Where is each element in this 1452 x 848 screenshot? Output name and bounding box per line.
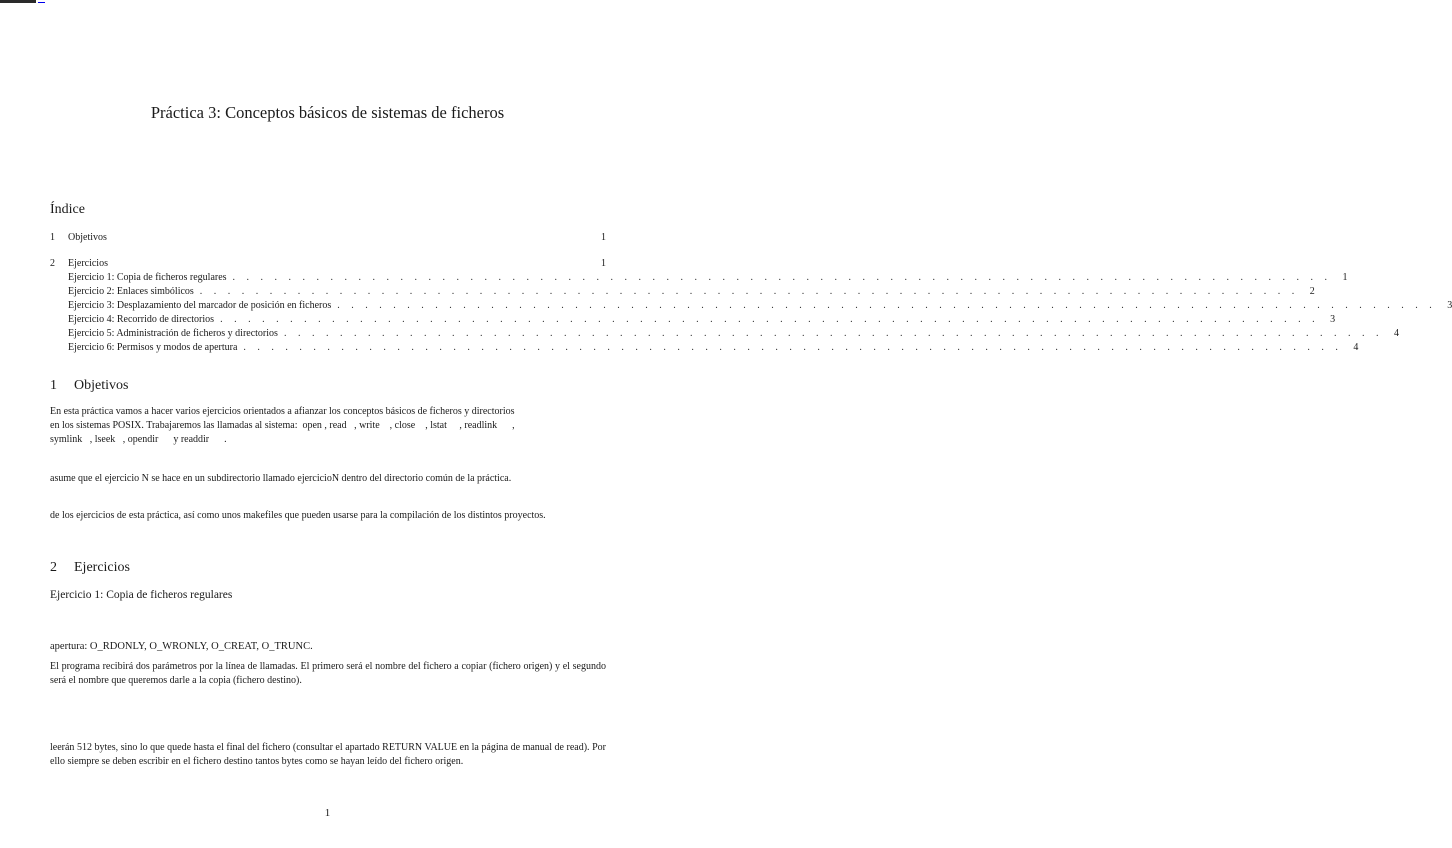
toc-subentry-ejercicio-1[interactable]: [50, 271, 1348, 285]
toc-subentry-page: 2: [1309, 286, 1315, 297]
section-heading-ejercicios: [50, 559, 130, 577]
toc-subentry-page: 4: [1393, 328, 1399, 339]
paragraph-line: symlink , lseek , opendir y readdir .: [50, 434, 227, 445]
toc-subentry-ejercicio-5[interactable]: [50, 327, 1399, 341]
toc-leader-dots: . . . . . . . . . . . . . . . . . . . . . . . . . . . . . . . . . . . . . . . . . . . . . . . . . . . . . . . . . . . . . . . . . . . . . . . . . . . . . . .: [232, 272, 1332, 283]
toc-entry-page: 1: [601, 258, 606, 269]
toc-leader-dots: . . . . . . . . . . . . . . . . . . . . . . . . . . . . . . . . . . . . . . . . . . . . . . . . . . . . . . . . . . . . . . . . . . . . . . . . . . . . . . .: [220, 314, 1320, 325]
paragraph-makefiles: de los ejercicios de esta práctica, así como unos makefiles que pueden usarse para la compilación de los distintos proyectos.: [50, 510, 546, 521]
toc-entry-ejercicios[interactable]: [50, 257, 606, 271]
toc-subentry-ejercicio-3[interactable]: [50, 299, 1452, 313]
toc-leader-dots: . . . . . . . . . . . . . . . . . . . . . . . . . . . . . . . . . . . . . . . . . . . . . . . . . . . . . . . . . . . . . . . . . . . . . . . . . . . . . . .: [199, 286, 1299, 297]
toc-block-2: [50, 257, 1452, 355]
corner-bar: [0, 0, 36, 3]
corner-link[interactable]: [38, 0, 45, 3]
toc-subentry-label: Ejercicio 4: Recorrido de directorios: [68, 314, 215, 325]
toc-subentry-label: Ejercicio 3: Desplazamiento del marcador de posición en ficheros: [68, 300, 332, 311]
toc-entry-objetivos[interactable]: [50, 231, 606, 245]
toc-leader-dots: . . . . . . . . . . . . . . . . . . . . . . . . . . . . . . . . . . . . . . . . . . . . . . . . . . . . . . . . . . . . . . . . . . . . . . . . . . . . . . .: [283, 328, 1383, 339]
section-title: Objetivos: [74, 378, 129, 393]
toc-entry-page: 1: [601, 232, 606, 243]
section-heading-objetivos: [50, 377, 128, 395]
paragraph-directory-note: asume que el ejercicio N se hace en un subdirectorio llamado ejercicioN dentro del directorio común de la práctica.: [50, 473, 512, 484]
toc-subentry-page: 3: [1330, 314, 1336, 325]
toc-subentry-label: Ejercicio 2: Enlaces simbólicos: [68, 286, 194, 297]
section-title: Ejercicios: [74, 560, 130, 575]
paragraph-read-bytes: leerán 512 bytes, sino lo que quede hasta el final del fichero (consultar el apartado RETURN VALUE en la página de manual de read). Por ello siempre se deben escribir en el fichero destino tantos bytes como se hayan leído del fichero origen.: [50, 742, 606, 767]
subsection-heading-ejercicio-1: Ejercicio 1: Copia de ficheros regulares: [50, 589, 233, 601]
paragraph-arguments: El programa recibirá dos parámetros por la línea de llamadas. El primero será el nombre del fichero a copiar (fichero origen) y el segundo será el nombre que queremos darle a la copia (fichero destino).: [50, 661, 606, 686]
section-number: 2: [50, 560, 57, 575]
toc-subentry-ejercicio-2[interactable]: [50, 285, 1315, 299]
toc-subentry-page: 3: [1447, 300, 1452, 311]
toc-subentry-page: 1: [1342, 272, 1348, 283]
toc-entry-label: Ejercicios: [68, 258, 108, 269]
toc-subentry-label: Ejercicio 5: Administración de ficheros y directorios: [68, 328, 278, 339]
toc-subentry-ejercicio-4[interactable]: [50, 313, 1336, 327]
toc-subentry-label: Ejercicio 6: Permisos y modos de apertura: [68, 342, 238, 353]
toc-heading: Índice: [50, 202, 85, 217]
toc-leader-dots: . . . . . . . . . . . . . . . . . . . . . . . . . . . . . . . . . . . . . . . . . . . . . . . . . . . . . . . . . . . . . . . . . . . . . . . . . . . . . . .: [337, 300, 1437, 311]
paragraph-objetivos-intro: [50, 405, 606, 447]
paragraph-line: En esta práctica vamos a hacer varios ejercicios orientados a afianzar los conceptos básicos de ficheros y directorios: [50, 406, 515, 417]
toc-subentry-page: 4: [1353, 342, 1359, 353]
corner-mark: [0, 0, 46, 4]
toc-subentry-label: Ejercicio 1: Copia de ficheros regulares: [68, 272, 227, 283]
toc-entry-number: 2: [50, 258, 55, 269]
toc-leader-dots: . . . . . . . . . . . . . . . . . . . . . . . . . . . . . . . . . . . . . . . . . . . . . . . . . . . . . . . . . . . . . . . . . . . . . . . . . . . . . . .: [243, 342, 1343, 353]
toc-entry-number: 1: [50, 232, 55, 243]
section-number: 1: [50, 378, 57, 393]
paragraph-line: en los sistemas POSIX. Trabajaremos las llamadas al sistema: open , read , write , close , lstat , readlink ,: [50, 420, 515, 431]
toc-block-1: [50, 231, 606, 245]
paragraph-open-flags: apertura: O_RDONLY, O_WRONLY, O_CREAT, O_TRUNC.: [50, 641, 313, 652]
toc-entry-label: Objetivos: [68, 232, 107, 243]
document-title: Práctica 3: Conceptos básicos de sistemas de ficheros: [150, 103, 505, 122]
page-number: 1: [324, 807, 331, 819]
toc-subentry-ejercicio-6[interactable]: [50, 341, 1359, 355]
